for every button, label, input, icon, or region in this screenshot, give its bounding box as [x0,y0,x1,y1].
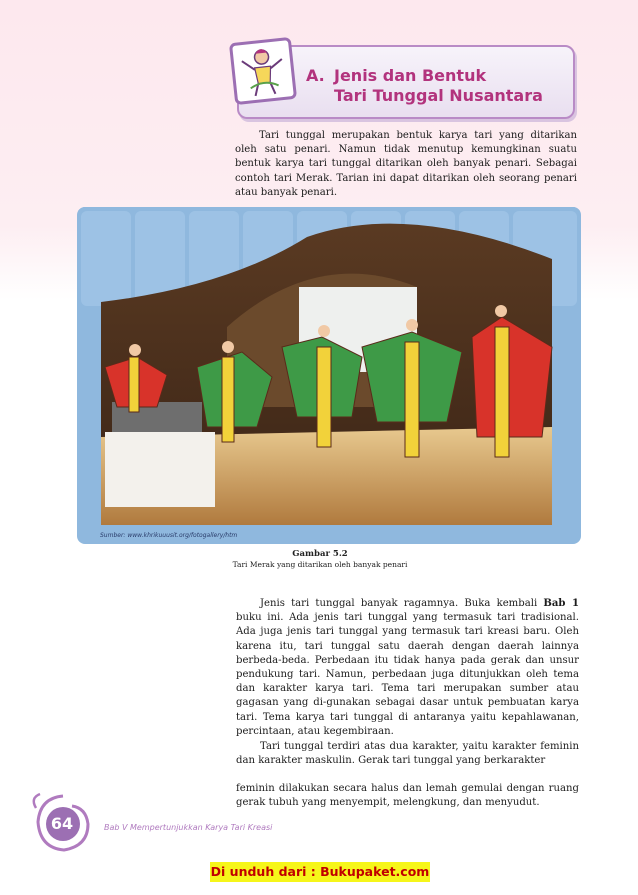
chapter-reference: Bab 1 [543,598,580,609]
section-title-line-1: Jenis dan Bentuk [334,66,487,85]
intro-paragraph: Tari tunggal merupakan bentuk karya tari yang ditarikan oleh satu penari. Namun tidak menutup kemungkinan suatu bentuk karya tari tunggal ditarikan oleh banyak penari. Sebagai contoh tari Merak. Tarian ini dapat ditarikan oleh seorang penari atau banyak penari. [235,130,577,198]
figure-photo [77,207,581,544]
page-number: 64 [50,814,74,833]
body-paragraph-2: Tari tunggal terdiri atas dua karakter, yaitu karakter feminin dan karakter maskulin. Gerak tari tunggal yang berkarakter [236,741,579,767]
body-paragraph-1-start: Jenis tari tunggal banyak ragamnya. Buka kembali [260,598,544,609]
figure-title: Gambar 5.2 [292,549,348,559]
chapter-footer: Bab V Mempertunjukkan Karya Tari Kreasi [104,823,273,832]
figure-source: Sumber: www.khrikuuusit.org/fotogallery/htm [100,532,238,539]
download-source-banner[interactable]: Di unduh dari : Bukupaket.com [210,862,430,882]
dancer-illustration-icon [229,37,297,105]
body-paragraph-3: feminin dilakukan secara halus dan lemah gemulai dengan ruang gerak tubuh yang menyempit, melengkung, dan menyudut. [236,783,579,809]
section-title-line-2: Tari Tunggal Nusantara [334,86,543,105]
body-paragraph-1 [236,597,579,739]
section-letter: A. [306,66,325,85]
figure-caption: Tari Merak yang ditarikan oleh banyak penari [232,560,408,569]
body-paragraph-1-rest: buku ini. Ada jenis tari tunggal yang termasuk tari tradisional. Ada juga jenis tari tunggal yang termasuk tari kreasi baru. Oleh karena itu, tari tunggal satu daerah dengan daerah lainnya berbeda-beda. Perbedaan itu tidak hanya pada gerak dan unsur pendukung tari. Namun, perbedaan juga ditunjukkan oleh tema dan karakter karya tari. Tema tari merupakan sumber atau gagasan yang di-gunakan sebagai dasar untuk pembuatan karya tari. Tema karya tari tunggal di antaranya yaitu kepahlawanan, percintaan, atau kegembiraan. [236,612,579,737]
